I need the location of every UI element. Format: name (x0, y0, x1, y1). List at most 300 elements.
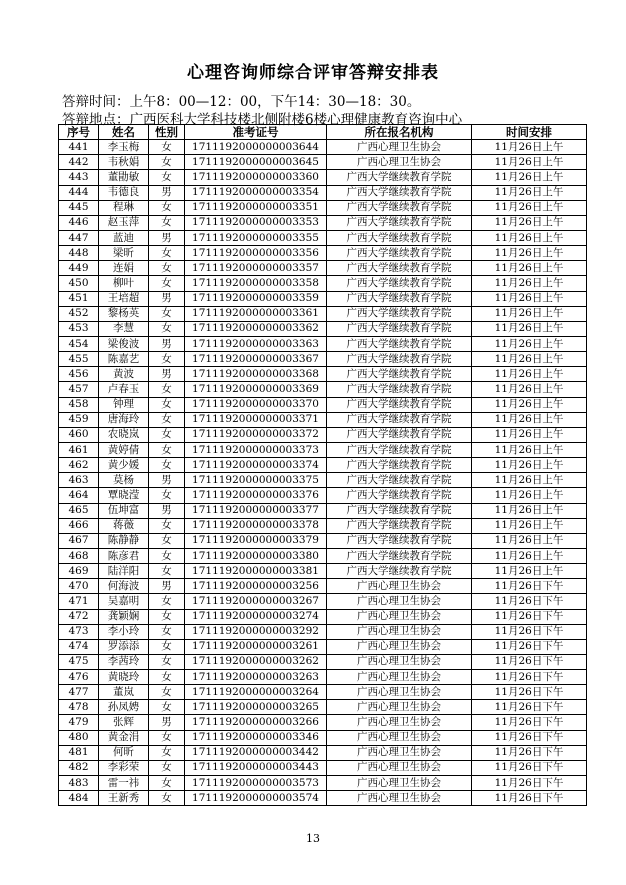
cell-ticket-number: 1711192000000003369 (185, 382, 327, 397)
cell-ticket-number: 1711192000000003573 (185, 776, 327, 791)
table-row (59, 776, 587, 791)
cell-time-slot: 11月26日上午 (472, 564, 587, 579)
cell-seq: 459 (59, 412, 99, 427)
cell-institution: 广西心理卫生协会 (327, 609, 472, 624)
cell-time-slot: 11月26日上午 (472, 200, 587, 215)
cell-seq: 464 (59, 488, 99, 503)
cell-ticket-number: 1711192000000003351 (185, 200, 327, 215)
cell-seq: 465 (59, 503, 99, 518)
cell-name: 韦秋娟 (99, 155, 149, 170)
cell-time-slot: 11月26日上午 (472, 488, 587, 503)
cell-gender: 男 (149, 185, 185, 200)
cell-time-slot: 11月26日上午 (472, 473, 587, 488)
cell-gender: 女 (149, 200, 185, 215)
cell-time-slot: 11月26日上午 (472, 548, 587, 563)
cell-name: 孙凤娉 (99, 700, 149, 715)
cell-time-slot: 11月26日上午 (472, 397, 587, 412)
cell-ticket-number: 1711192000000003376 (185, 488, 327, 503)
cell-ticket-number: 1711192000000003265 (185, 700, 327, 715)
table-row (59, 276, 587, 291)
cell-seq: 441 (59, 140, 99, 155)
cell-seq: 475 (59, 654, 99, 669)
cell-seq: 444 (59, 185, 99, 200)
cell-institution: 广西大学继续教育学院 (327, 261, 472, 276)
table-row (59, 518, 587, 533)
cell-time-slot: 11月26日上午 (472, 427, 587, 442)
table-row (59, 185, 587, 200)
cell-seq: 466 (59, 518, 99, 533)
cell-gender: 女 (149, 140, 185, 155)
cell-ticket-number: 1711192000000003372 (185, 427, 327, 442)
cell-name: 罗添添 (99, 639, 149, 654)
table-row (59, 442, 587, 457)
cell-time-slot: 11月26日上午 (472, 367, 587, 382)
cell-seq: 449 (59, 261, 99, 276)
cell-institution: 广西心理卫生协会 (327, 760, 472, 775)
page-number: 13 (306, 832, 320, 845)
cell-institution: 广西大学继续教育学院 (327, 200, 472, 215)
cell-institution: 广西大学继续教育学院 (327, 458, 472, 473)
cell-institution: 广西大学继续教育学院 (327, 230, 472, 245)
table-row (59, 791, 587, 806)
cell-institution: 广西大学继续教育学院 (327, 473, 472, 488)
table-row (59, 715, 587, 730)
table-row (59, 261, 587, 276)
cell-gender: 女 (149, 685, 185, 700)
cell-time-slot: 11月26日上午 (472, 185, 587, 200)
cell-name: 蒋薇 (99, 518, 149, 533)
cell-name: 连娟 (99, 261, 149, 276)
cell-seq: 457 (59, 382, 99, 397)
header-time-slot: 时间安排 (472, 125, 587, 140)
cell-institution: 广西大学继续教育学院 (327, 352, 472, 367)
cell-time-slot: 11月26日上午 (472, 442, 587, 457)
cell-ticket-number: 1711192000000003380 (185, 548, 327, 563)
cell-gender: 男 (149, 715, 185, 730)
cell-gender: 男 (149, 367, 185, 382)
cell-gender: 女 (149, 276, 185, 291)
defense-time-line: 答辩时间：上午8：00—12：00，下午14：30—18：30。 (62, 94, 421, 110)
cell-time-slot: 11月26日上午 (472, 382, 587, 397)
cell-name: 黎杨英 (99, 306, 149, 321)
table-row (59, 458, 587, 473)
cell-ticket-number: 1711192000000003261 (185, 639, 327, 654)
cell-institution: 广西大学继续教育学院 (327, 276, 472, 291)
cell-time-slot: 11月26日下午 (472, 579, 587, 594)
cell-ticket-number: 1711192000000003379 (185, 533, 327, 548)
cell-ticket-number: 1711192000000003362 (185, 321, 327, 336)
cell-name: 吴嘉明 (99, 594, 149, 609)
cell-gender: 女 (149, 776, 185, 791)
cell-seq: 462 (59, 458, 99, 473)
cell-seq: 482 (59, 760, 99, 775)
table-row (59, 730, 587, 745)
cell-gender: 男 (149, 336, 185, 351)
cell-gender: 女 (149, 246, 185, 261)
cell-gender: 女 (149, 306, 185, 321)
cell-institution: 广西大学继续教育学院 (327, 185, 472, 200)
cell-seq: 451 (59, 291, 99, 306)
cell-ticket-number: 1711192000000003374 (185, 458, 327, 473)
cell-ticket-number: 1711192000000003361 (185, 306, 327, 321)
cell-seq: 447 (59, 230, 99, 245)
cell-ticket-number: 1711192000000003267 (185, 594, 327, 609)
cell-gender: 女 (149, 518, 185, 533)
cell-gender: 女 (149, 427, 185, 442)
cell-time-slot: 11月26日下午 (472, 639, 587, 654)
cell-seq: 454 (59, 336, 99, 351)
table-row (59, 700, 587, 715)
cell-institution: 广西心理卫生协会 (327, 594, 472, 609)
cell-institution: 广西心理卫生协会 (327, 579, 472, 594)
table-row (59, 140, 587, 155)
cell-name: 程琳 (99, 200, 149, 215)
table-header-row (59, 125, 587, 140)
cell-time-slot: 11月26日上午 (472, 412, 587, 427)
table-row (59, 609, 587, 624)
cell-name: 陈嘉艺 (99, 352, 149, 367)
cell-institution: 广西心理卫生协会 (327, 639, 472, 654)
cell-institution: 广西心理卫生协会 (327, 654, 472, 669)
cell-institution: 广西心理卫生协会 (327, 685, 472, 700)
table-row (59, 230, 587, 245)
cell-gender: 女 (149, 594, 185, 609)
cell-gender: 女 (149, 700, 185, 715)
cell-time-slot: 11月26日上午 (472, 533, 587, 548)
cell-name: 王培超 (99, 291, 149, 306)
table-row (59, 321, 587, 336)
table-row (59, 170, 587, 185)
cell-ticket-number: 1711192000000003644 (185, 140, 327, 155)
cell-name: 黄婷倩 (99, 442, 149, 457)
header-institution: 所在报名机构 (327, 125, 472, 140)
cell-ticket-number: 1711192000000003263 (185, 670, 327, 685)
cell-ticket-number: 1711192000000003442 (185, 745, 327, 760)
cell-institution: 广西心理卫生协会 (327, 730, 472, 745)
cell-seq: 448 (59, 246, 99, 261)
cell-ticket-number: 1711192000000003367 (185, 352, 327, 367)
cell-institution: 广西心理卫生协会 (327, 624, 472, 639)
cell-name: 覃晓滢 (99, 488, 149, 503)
cell-time-slot: 11月26日下午 (472, 715, 587, 730)
table-row (59, 594, 587, 609)
cell-institution: 广西大学继续教育学院 (327, 427, 472, 442)
cell-institution: 广西大学继续教育学院 (327, 336, 472, 351)
cell-institution: 广西大学继续教育学院 (327, 215, 472, 230)
table-row (59, 473, 587, 488)
cell-seq: 443 (59, 170, 99, 185)
cell-gender: 女 (149, 670, 185, 685)
cell-seq: 479 (59, 715, 99, 730)
header-name: 姓名 (99, 125, 149, 140)
cell-institution: 广西大学继续教育学院 (327, 533, 472, 548)
table-row (59, 548, 587, 563)
cell-seq: 442 (59, 155, 99, 170)
cell-gender: 女 (149, 321, 185, 336)
cell-institution: 广西大学继续教育学院 (327, 564, 472, 579)
cell-seq: 483 (59, 776, 99, 791)
cell-time-slot: 11月26日下午 (472, 791, 587, 806)
cell-ticket-number: 1711192000000003370 (185, 397, 327, 412)
cell-ticket-number: 1711192000000003274 (185, 609, 327, 624)
table-row (59, 654, 587, 669)
table-row (59, 412, 587, 427)
cell-ticket-number: 1711192000000003357 (185, 261, 327, 276)
cell-seq: 467 (59, 533, 99, 548)
cell-ticket-number: 1711192000000003292 (185, 624, 327, 639)
cell-institution: 广西大学继续教育学院 (327, 291, 472, 306)
cell-time-slot: 11月26日上午 (472, 321, 587, 336)
cell-institution: 广西大学继续教育学院 (327, 503, 472, 518)
cell-time-slot: 11月26日下午 (472, 624, 587, 639)
cell-gender: 女 (149, 215, 185, 230)
cell-ticket-number: 1711192000000003356 (185, 246, 327, 261)
cell-ticket-number: 1711192000000003363 (185, 336, 327, 351)
cell-ticket-number: 1711192000000003443 (185, 760, 327, 775)
cell-time-slot: 11月26日上午 (472, 518, 587, 533)
cell-name: 莫杨 (99, 473, 149, 488)
cell-institution: 广西大学继续教育学院 (327, 382, 472, 397)
cell-ticket-number: 1711192000000003359 (185, 291, 327, 306)
cell-time-slot: 11月26日下午 (472, 654, 587, 669)
cell-seq: 477 (59, 685, 99, 700)
cell-ticket-number: 1711192000000003378 (185, 518, 327, 533)
cell-institution: 广西大学继续教育学院 (327, 321, 472, 336)
cell-seq: 446 (59, 215, 99, 230)
cell-name: 卢春玉 (99, 382, 149, 397)
table-row (59, 639, 587, 654)
cell-name: 李小玲 (99, 624, 149, 639)
cell-seq: 478 (59, 700, 99, 715)
header-gender: 性别 (149, 125, 185, 140)
cell-name: 唐海玲 (99, 412, 149, 427)
cell-name: 农晓岚 (99, 427, 149, 442)
cell-gender: 男 (149, 473, 185, 488)
cell-name: 韦德良 (99, 185, 149, 200)
cell-time-slot: 11月26日上午 (472, 458, 587, 473)
cell-ticket-number: 1711192000000003377 (185, 503, 327, 518)
cell-gender: 女 (149, 760, 185, 775)
cell-gender: 女 (149, 654, 185, 669)
cell-time-slot: 11月26日下午 (472, 685, 587, 700)
cell-ticket-number: 1711192000000003368 (185, 367, 327, 382)
cell-name: 黄波 (99, 367, 149, 382)
cell-seq: 463 (59, 473, 99, 488)
cell-institution: 广西大学继续教育学院 (327, 488, 472, 503)
cell-ticket-number: 1711192000000003358 (185, 276, 327, 291)
cell-institution: 广西大学继续教育学院 (327, 442, 472, 457)
cell-name: 赵玉萍 (99, 215, 149, 230)
cell-name: 梁俊波 (99, 336, 149, 351)
cell-seq: 473 (59, 624, 99, 639)
cell-time-slot: 11月26日下午 (472, 730, 587, 745)
table-row (59, 367, 587, 382)
defense-place-line: 答辩地点：广西医科大学科技楼北侧附楼6楼心理健康教育咨询中心 (62, 112, 463, 128)
cell-institution: 广西心理卫生协会 (327, 791, 472, 806)
cell-ticket-number: 1711192000000003354 (185, 185, 327, 200)
table-row (59, 488, 587, 503)
cell-time-slot: 11月26日下午 (472, 670, 587, 685)
cell-ticket-number: 1711192000000003256 (185, 579, 327, 594)
cell-ticket-number: 1711192000000003373 (185, 442, 327, 457)
cell-time-slot: 11月26日下午 (472, 700, 587, 715)
cell-gender: 男 (149, 230, 185, 245)
cell-seq: 484 (59, 791, 99, 806)
cell-seq: 476 (59, 670, 99, 685)
cell-name: 董勖敏 (99, 170, 149, 185)
table-row (59, 246, 587, 261)
cell-seq: 460 (59, 427, 99, 442)
cell-ticket-number: 1711192000000003353 (185, 215, 327, 230)
cell-institution: 广西大学继续教育学院 (327, 397, 472, 412)
table-row (59, 215, 587, 230)
cell-ticket-number: 1711192000000003346 (185, 730, 327, 745)
table-row (59, 670, 587, 685)
cell-ticket-number: 1711192000000003645 (185, 155, 327, 170)
cell-seq: 461 (59, 442, 99, 457)
cell-name: 陆洋阳 (99, 564, 149, 579)
cell-name: 李慧 (99, 321, 149, 336)
cell-time-slot: 11月26日上午 (472, 352, 587, 367)
table-row (59, 624, 587, 639)
cell-seq: 445 (59, 200, 99, 215)
cell-ticket-number: 1711192000000003264 (185, 685, 327, 700)
cell-name: 雷一祎 (99, 776, 149, 791)
cell-gender: 女 (149, 791, 185, 806)
cell-name: 陈彦君 (99, 548, 149, 563)
cell-ticket-number: 1711192000000003371 (185, 412, 327, 427)
cell-ticket-number: 1711192000000003360 (185, 170, 327, 185)
document-title: 心理咨询师综合评审答辩安排表 (187, 63, 439, 83)
cell-time-slot: 11月26日上午 (472, 155, 587, 170)
table-row (59, 155, 587, 170)
cell-institution: 广西大学继续教育学院 (327, 548, 472, 563)
table-row (59, 579, 587, 594)
cell-gender: 女 (149, 745, 185, 760)
cell-ticket-number: 1711192000000003381 (185, 564, 327, 579)
cell-time-slot: 11月26日下午 (472, 745, 587, 760)
cell-ticket-number: 1711192000000003266 (185, 715, 327, 730)
table-row (59, 745, 587, 760)
cell-gender: 女 (149, 261, 185, 276)
cell-institution: 广西心理卫生协会 (327, 140, 472, 155)
cell-gender: 女 (149, 533, 185, 548)
cell-gender: 女 (149, 170, 185, 185)
cell-institution: 广西大学继续教育学院 (327, 412, 472, 427)
cell-name: 龚颖娴 (99, 609, 149, 624)
cell-name: 董岚 (99, 685, 149, 700)
cell-institution: 广西心理卫生协会 (327, 700, 472, 715)
cell-seq: 453 (59, 321, 99, 336)
cell-name: 何海波 (99, 579, 149, 594)
table-body (59, 140, 587, 806)
cell-name: 李彩荣 (99, 760, 149, 775)
cell-time-slot: 11月26日上午 (472, 230, 587, 245)
cell-institution: 广西大学继续教育学院 (327, 367, 472, 382)
cell-time-slot: 11月26日上午 (472, 140, 587, 155)
cell-name: 王新秀 (99, 791, 149, 806)
cell-seq: 456 (59, 367, 99, 382)
cell-name: 李玉梅 (99, 140, 149, 155)
cell-gender: 男 (149, 503, 185, 518)
cell-name: 黄晓玲 (99, 670, 149, 685)
cell-time-slot: 11月26日上午 (472, 276, 587, 291)
cell-seq: 450 (59, 276, 99, 291)
cell-time-slot: 11月26日上午 (472, 215, 587, 230)
cell-gender: 男 (149, 579, 185, 594)
cell-gender: 女 (149, 442, 185, 457)
table-row (59, 352, 587, 367)
cell-name: 何昕 (99, 745, 149, 760)
cell-seq: 455 (59, 352, 99, 367)
cell-name: 钟理 (99, 397, 149, 412)
cell-time-slot: 11月26日上午 (472, 291, 587, 306)
cell-gender: 女 (149, 730, 185, 745)
table-row (59, 564, 587, 579)
cell-name: 柳叶 (99, 276, 149, 291)
cell-name: 伍坤富 (99, 503, 149, 518)
cell-gender: 女 (149, 155, 185, 170)
table-row (59, 503, 587, 518)
cell-institution: 广西心理卫生协会 (327, 745, 472, 760)
cell-institution: 广西大学继续教育学院 (327, 306, 472, 321)
cell-ticket-number: 1711192000000003355 (185, 230, 327, 245)
cell-ticket-number: 1711192000000003574 (185, 791, 327, 806)
cell-name: 黄金涓 (99, 730, 149, 745)
cell-name: 张辉 (99, 715, 149, 730)
cell-gender: 女 (149, 397, 185, 412)
cell-time-slot: 11月26日上午 (472, 503, 587, 518)
table-row (59, 685, 587, 700)
cell-gender: 女 (149, 609, 185, 624)
cell-time-slot: 11月26日上午 (472, 261, 587, 276)
cell-gender: 女 (149, 639, 185, 654)
cell-seq: 481 (59, 745, 99, 760)
cell-gender: 女 (149, 458, 185, 473)
cell-institution: 广西心理卫生协会 (327, 155, 472, 170)
cell-gender: 女 (149, 382, 185, 397)
cell-institution: 广西大学继续教育学院 (327, 246, 472, 261)
cell-time-slot: 11月26日下午 (472, 760, 587, 775)
header-seq: 序号 (59, 125, 99, 140)
cell-gender: 女 (149, 412, 185, 427)
header-ticket-number: 准考证号 (185, 125, 327, 140)
cell-seq: 470 (59, 579, 99, 594)
cell-institution: 广西大学继续教育学院 (327, 518, 472, 533)
cell-seq: 469 (59, 564, 99, 579)
cell-time-slot: 11月26日上午 (472, 246, 587, 261)
table-row (59, 336, 587, 351)
table-row (59, 200, 587, 215)
cell-seq: 458 (59, 397, 99, 412)
cell-time-slot: 11月26日上午 (472, 306, 587, 321)
table-row (59, 397, 587, 412)
table-row (59, 760, 587, 775)
table-row (59, 382, 587, 397)
cell-gender: 女 (149, 624, 185, 639)
cell-gender: 女 (149, 352, 185, 367)
table-row (59, 306, 587, 321)
cell-time-slot: 11月26日下午 (472, 609, 587, 624)
cell-seq: 472 (59, 609, 99, 624)
cell-name: 陈静静 (99, 533, 149, 548)
cell-name: 梁昕 (99, 246, 149, 261)
cell-name: 李茜玲 (99, 654, 149, 669)
cell-time-slot: 11月26日下午 (472, 776, 587, 791)
cell-institution: 广西心理卫生协会 (327, 715, 472, 730)
cell-seq: 474 (59, 639, 99, 654)
cell-name: 黄少媛 (99, 458, 149, 473)
